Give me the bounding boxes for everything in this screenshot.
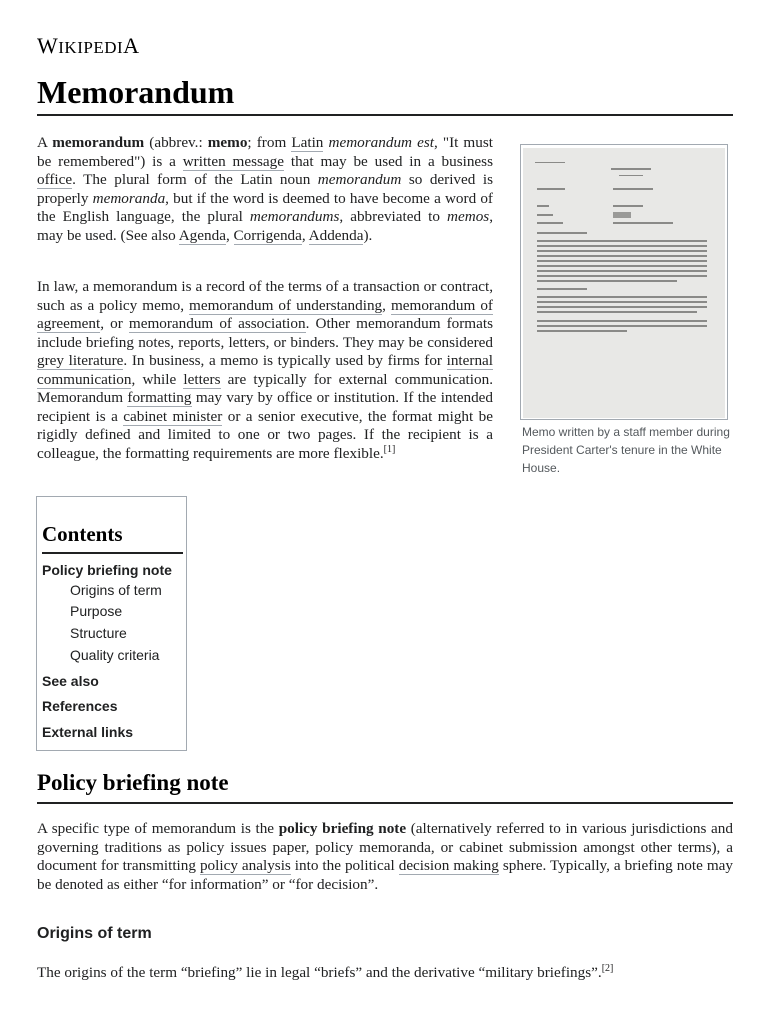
toc-item-quality-criteria[interactable]: Quality criteria	[70, 647, 160, 663]
reference-2[interactable]: [2]	[601, 962, 614, 974]
link-addenda[interactable]: Addenda	[308, 226, 364, 244]
memo-text-line	[537, 265, 707, 267]
title-divider	[37, 114, 733, 116]
memo-text-line	[611, 168, 651, 170]
memo-text-line	[537, 280, 677, 282]
wordmark-letters: IKIPEDI	[58, 38, 124, 57]
toc-title: Contents	[42, 522, 123, 546]
intro-paragraph-2: In law, a memorandum is a record of the terms of a transaction or contract, such as a policy memo, memorandum of understanding, memorandum of agreement, or memorandum of association. Other memorandum formats include briefing notes, reports, letters, or binders. They may be considered grey literature. In business, a memo is typically used by firms for internal communication, while letters are typically for external communication. Memorandum formatting may vary by office or institution. If the intended recipient is a cabinet minister or a senior executive, the format might be rigidly defined and limited to one or two pages. If the recipient is a colleague, the formatting requirements are more flexible.[1]	[37, 278, 493, 462]
link-agenda[interactable]: Agenda	[178, 226, 226, 244]
link-latin[interactable]: Latin	[291, 134, 324, 151]
memo-text-line	[613, 188, 653, 190]
memo-text-line	[537, 240, 707, 242]
link-written-message[interactable]: written message	[182, 152, 285, 170]
toc-item-purpose[interactable]: Purpose	[70, 603, 123, 619]
memo-text-line	[537, 255, 707, 257]
memo-text-line	[537, 205, 549, 207]
memo-text-line	[537, 325, 707, 327]
toc-item-origins-of-term[interactable]: Origins of term	[70, 582, 162, 598]
section-heading-policy-briefing-note: Policy briefing note	[37, 770, 229, 795]
reference-1[interactable]: [1]	[383, 443, 396, 455]
memo-text-line	[537, 260, 707, 262]
memo-text-line	[537, 320, 707, 322]
memo-text-line	[535, 162, 565, 163]
wordmark-letter: A	[123, 33, 140, 58]
link-memorandum-of-understanding[interactable]: memorandum of understanding	[189, 296, 383, 314]
link-corrigenda[interactable]: Corrigenda	[233, 226, 302, 244]
link-policy-analysis[interactable]: policy analysis	[199, 857, 291, 874]
memo-text-line	[613, 222, 673, 224]
intro-paragraph-1: A memorandum (abbrev.: memo; from Latin memorandum est, "It must be remembered") is a written message that may be used in a business office. The plural form of the Latin noun memorandum so derived is properly memoranda, but if the word is deemed to have become a word of the English language, the plural memorandums, abbreviated to memos, may be used. (See also Agenda, Corrigenda, Addenda).	[37, 134, 494, 244]
link-formatting[interactable]: formatting	[127, 389, 192, 406]
subsection-heading-origins-of-term: Origins of term	[37, 925, 152, 942]
memo-text-line	[537, 301, 707, 303]
link-memorandum-of-agreement[interactable]: memorandum of agreement	[37, 296, 493, 332]
toc-item-see-also[interactable]: See also	[42, 673, 99, 689]
memo-image[interactable]	[523, 148, 725, 418]
memo-text-line	[537, 296, 707, 298]
toc-item-policy-briefing-note[interactable]: Policy briefing note	[42, 562, 172, 578]
memo-text-line	[537, 275, 707, 277]
memo-text-line	[613, 205, 643, 207]
section-divider	[37, 802, 733, 804]
memo-text-line	[537, 311, 697, 313]
link-decision-making[interactable]: decision making	[398, 857, 499, 874]
link-letters[interactable]: letters	[183, 370, 221, 388]
link-memorandum-of-association[interactable]: memorandum of association	[128, 315, 306, 332]
memo-text-line	[537, 222, 563, 224]
memo-text-line	[537, 188, 565, 190]
wikipedia-wordmark[interactable]	[37, 33, 140, 59]
memo-text-line	[537, 330, 627, 332]
policy-briefing-paragraph: A specific type of memorandum is the policy briefing note (alternatively referred to in various jurisdictions and governing traditions as policy issues paper, policy memoranda, or cabinet submission amongst other terms), a document for transmitting policy analysis into the political decision making sphere. Typically, a briefing note may be denoted as either “for information” or “for decision”.	[37, 820, 733, 893]
toc-item-structure[interactable]: Structure	[70, 625, 127, 641]
memo-text-line	[537, 214, 553, 216]
toc-item-external-links[interactable]: External links	[42, 724, 134, 740]
memo-text-line	[537, 306, 707, 308]
memo-signature	[613, 212, 631, 218]
figure-caption: Memo written by a staff member during President Carter's tenure in the White House.	[522, 425, 730, 475]
memo-text-line	[537, 245, 707, 247]
toc-item-references[interactable]: References	[42, 698, 118, 714]
wordmark-letter: W	[37, 33, 59, 58]
memo-text-line	[537, 232, 587, 234]
memo-text-line	[537, 288, 587, 290]
memo-text-line	[619, 175, 643, 176]
toc-divider	[42, 552, 183, 554]
link-cabinet-minister[interactable]: cabinet minister	[123, 407, 223, 425]
link-office[interactable]: office	[37, 171, 73, 188]
memo-text-line	[537, 270, 707, 272]
page-title: Memorandum	[37, 74, 235, 110]
link-grey-literature[interactable]: grey literature	[37, 352, 124, 369]
memo-text-line	[537, 250, 707, 252]
origins-paragraph: The origins of the term “briefing” lie in legal “briefs” and the derivative “military briefings”.[2]	[37, 962, 614, 981]
link-internal-communication[interactable]: internal communication	[37, 352, 493, 388]
